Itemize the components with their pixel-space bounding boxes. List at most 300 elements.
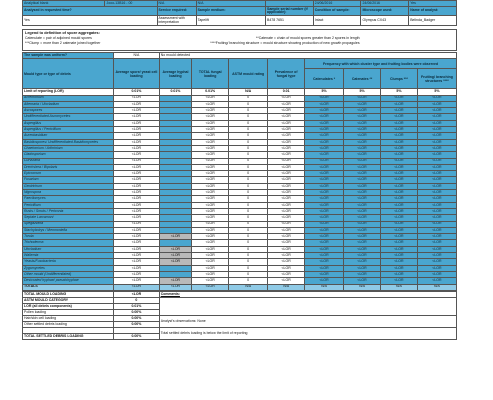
value-cell: <LOR [305, 196, 344, 202]
value-cell: <LOR [268, 221, 305, 227]
value-cell: <LOR [268, 271, 305, 277]
value-cell: <LOR [380, 120, 417, 126]
value-cell: 0 [229, 114, 268, 120]
value-cell: <LOR [417, 215, 456, 221]
value-cell: <LOR [380, 215, 417, 221]
value-cell: <LOR [417, 158, 456, 164]
value-cell: <LOR [344, 164, 381, 170]
value-cell: <LOR [268, 253, 305, 259]
mould-type-cell: Other mould (Undifferentiated) [23, 271, 114, 277]
value-cell: <LOR [114, 253, 160, 259]
value-cell: 0 [229, 145, 268, 151]
comment-mould [159, 297, 456, 315]
totals-na: N/A [344, 284, 381, 290]
value-cell: <LOR [192, 190, 229, 196]
sample-header-table [22, 0, 457, 26]
label-microscope: Microscope used: [361, 7, 409, 16]
totals-label: TOTALS [23, 284, 114, 290]
value-cell: <LOR [380, 145, 417, 151]
lor-value: 0.01% [192, 89, 229, 95]
value-cell: <LOR [268, 202, 305, 208]
totals-spore: <LOR [114, 284, 160, 290]
value-cell: <LOR [417, 95, 456, 101]
value-cell: 0 [229, 101, 268, 107]
value-cell: <LOR [114, 278, 160, 284]
sample-values-row [23, 16, 457, 26]
value-cell: <LOR [114, 114, 160, 120]
value-cell: 0 [229, 265, 268, 271]
value-cell: <LOR [305, 240, 344, 246]
value-cell: <LOR [114, 101, 160, 107]
comment-debris-text: Total settled debris loading is below the limit of reporting [160, 330, 248, 335]
col-catenulates: Catenulates * [305, 69, 344, 89]
value-cell: <LOR [417, 145, 456, 151]
value-cell: <LOR [305, 120, 344, 126]
sample-labels-row [23, 7, 457, 16]
value-cell: <LOR [114, 171, 160, 177]
value-cell: <LOR [344, 171, 381, 177]
mould-type-cell: Torula [23, 234, 114, 240]
col-prevalence: Prevalence of fungal type [268, 59, 305, 89]
value-cell: <LOR [114, 152, 160, 158]
totals-na: N/A [380, 284, 417, 290]
mould-type-cell: Trichoderma [23, 240, 114, 246]
value-cell: <LOR [192, 253, 229, 259]
legend-item: ***Clump = more than 2 catenate joined together [25, 40, 101, 45]
value-cell: 0 [229, 215, 268, 221]
value-cell: <LOR [380, 240, 417, 246]
legend-item: ****Fruiting/ branching structure = mould structure showing production of new growth propagules [210, 40, 360, 45]
value-cell: 0 [229, 158, 268, 164]
value-cell: <LOR [305, 271, 344, 277]
value-cell: <LOR [268, 190, 305, 196]
sample-id-cell: Analytical blank [23, 1, 105, 7]
value-analysed-time: Yes [23, 16, 158, 26]
label-serial: Sample serial number (if applicable): [266, 7, 314, 16]
value-cell: <LOR [344, 234, 381, 240]
value-cell: <LOR [192, 133, 229, 139]
mould-type-cell: Paecilomyces [23, 196, 114, 202]
value-cell: 0 [229, 208, 268, 214]
value-cell: <LOR [268, 101, 305, 107]
label-analysed-time: Analysed in requested time? [23, 7, 158, 16]
mould-type-cell: Rusts / Smuts / Periconia [23, 208, 114, 214]
value-cell: <LOR [268, 171, 305, 177]
col-clumps: Clumps *** [380, 69, 417, 89]
value-cell: <LOR [268, 114, 305, 120]
value-microscope: Olympus CX43 [361, 16, 409, 26]
mould-type-cell: Epicoccum [23, 171, 114, 177]
value-cell: <LOR [344, 145, 381, 151]
summary-label: ASTM MOULD CATEGORY [23, 297, 114, 303]
value-cell: 0 [229, 271, 268, 277]
value-cell: <LOR [305, 221, 344, 227]
value-cell: 0 [229, 221, 268, 227]
value-cell: <LOR [305, 190, 344, 196]
value-cell: <LOR [114, 127, 160, 133]
value-cell: 0 [229, 177, 268, 183]
summary-value: 0.01% [114, 303, 160, 309]
value-cell: <LOR [305, 202, 344, 208]
summary-value: 0.00% [114, 315, 160, 321]
value-cell: <LOR [380, 152, 417, 158]
value-cell: <LOR [380, 158, 417, 164]
value-cell: <LOR [380, 114, 417, 120]
value-cell: <LOR [305, 278, 344, 284]
summary-label: LOR (all debris components) [23, 303, 114, 309]
mould-rows [23, 95, 457, 284]
value-cell: 0 [229, 164, 268, 170]
value-cell: <LOR [114, 133, 160, 139]
value-cell: 0 [229, 120, 268, 126]
value-cell: <LOR [268, 139, 305, 145]
value-cell: <LOR [344, 246, 381, 252]
mould-type-cell: Yeasts/Fusobacteria [23, 259, 114, 265]
mould-type-cell: Chaetomium / Arthrinium [23, 145, 114, 151]
value-cell: <LOR [344, 265, 381, 271]
value-cell: <LOR [417, 278, 456, 284]
lor-value: 0.01% [114, 89, 160, 95]
lor-value: 0.01% [159, 89, 192, 95]
value-cell: <LOR [417, 164, 456, 170]
lor-value: 5% [344, 89, 381, 95]
value-cell: 0 [229, 171, 268, 177]
value-cell: <LOR [344, 259, 381, 265]
hyphal-cell: <LOR [159, 259, 192, 265]
value-cell: <LOR [114, 120, 160, 126]
value-cell: <LOR [268, 152, 305, 158]
totals-row [23, 284, 457, 290]
value-cell: <LOR [344, 196, 381, 202]
value-cell: <LOR [305, 139, 344, 145]
value-serial: B478 7651 [266, 16, 314, 26]
uniform-value: N/A [114, 53, 160, 59]
value-cell: <LOR [192, 278, 229, 284]
value-cell: <LOR [344, 139, 381, 145]
totals-na: N/A [268, 284, 305, 290]
value-cell: <LOR [268, 164, 305, 170]
value-cell: <LOR [268, 227, 305, 233]
value-cell: <LOR [192, 234, 229, 240]
value-cell: <LOR [305, 253, 344, 259]
value-cell: <LOR [114, 221, 160, 227]
value-cell: <LOR [380, 108, 417, 114]
value-cell: <LOR [114, 164, 160, 170]
value-cell: <LOR [114, 139, 160, 145]
value-cell: <LOR [305, 145, 344, 151]
value-cell: <LOR [305, 234, 344, 240]
value-cell: 0 [229, 240, 268, 246]
value-cell: 0 [229, 246, 268, 252]
value-cell: <LOR [417, 127, 456, 133]
value-cell: <LOR [380, 196, 417, 202]
col-fruiting: Fruiting/ branching structures **** [417, 69, 456, 89]
sample-id-cell: Yes [409, 1, 457, 7]
value-cell: <LOR [305, 171, 344, 177]
value-cell: <LOR [305, 133, 344, 139]
mould-type-cell: Stachybotrys / Memnoniella [23, 227, 114, 233]
value-cell: <LOR [114, 208, 160, 214]
value-cell: <LOR [344, 271, 381, 277]
value-cell: <LOR [268, 208, 305, 214]
col-mould-type: Mould type or type of debris [23, 59, 114, 89]
value-cell: 0 [229, 234, 268, 240]
value-cell: <LOR [268, 240, 305, 246]
value-cell: <LOR [305, 101, 344, 107]
value-cell: <LOR [114, 145, 160, 151]
value-cell: <LOR [417, 202, 456, 208]
label-analyst: Name of analyst: [409, 7, 457, 16]
mould-type-cell: Zygomycetes [23, 265, 114, 271]
value-cell: <LOR [305, 215, 344, 221]
value-cell: <LOR [344, 202, 381, 208]
value-cell: <LOR [268, 95, 305, 101]
value-cell: <LOR [192, 240, 229, 246]
value-medium: Tapelift [196, 16, 265, 26]
value-cell: <LOR [344, 215, 381, 221]
value-cell: <LOR [192, 120, 229, 126]
mould-type-cell: Wallemia [23, 253, 114, 259]
value-cell: <LOR [344, 152, 381, 158]
value-cell: <LOR [380, 202, 417, 208]
legend-title: Legend to definition of spore aggregates: [25, 31, 100, 35]
value-cell: <LOR [380, 101, 417, 107]
comments-label: Comments: [159, 291, 456, 297]
value-cell: 0 [229, 202, 268, 208]
value-cell: <LOR [380, 253, 417, 259]
lor-value: N/A [229, 89, 268, 95]
value-cell: <LOR [344, 133, 381, 139]
value-cell: <LOR [380, 171, 417, 177]
value-cell: <LOR [192, 158, 229, 164]
value-cell: <LOR [417, 101, 456, 107]
observations [159, 315, 456, 327]
value-cell: <LOR [380, 227, 417, 233]
value-cell: <LOR [417, 240, 456, 246]
value-cell: <LOR [114, 202, 160, 208]
value-cell: <LOR [192, 246, 229, 252]
value-cell: 0 [229, 108, 268, 114]
table-header-row [23, 59, 457, 69]
hyphal-cell: <LOR [159, 234, 192, 240]
value-cell: <LOR [417, 246, 456, 252]
summary-value: 0 [114, 297, 160, 303]
value-cell: <LOR [192, 215, 229, 221]
summary-label: Pollen loading [23, 309, 114, 315]
value-cell: <LOR [114, 215, 160, 221]
value-cell: <LOR [192, 95, 229, 101]
value-cell: 0 [229, 196, 268, 202]
mould-type-cell: Geotrichum [23, 183, 114, 189]
value-cell: <LOR [192, 183, 229, 189]
value-cell: <LOR [114, 265, 160, 271]
value-cell: <LOR [114, 259, 160, 265]
value-cell: <LOR [344, 120, 381, 126]
mould-type-cell: Spegazzinia [23, 221, 114, 227]
value-cell: <LOR [268, 108, 305, 114]
value-cell: <LOR [417, 108, 456, 114]
value-cell: <LOR [192, 265, 229, 271]
totals-na: N/A [417, 284, 456, 290]
value-cell: <LOR [380, 177, 417, 183]
value-cell: <LOR [344, 95, 381, 101]
value-cell: <LOR [192, 196, 229, 202]
value-cell: <LOR [344, 108, 381, 114]
value-cell: <LOR [192, 164, 229, 170]
value-cell: <LOR [417, 114, 456, 120]
comment-debris [159, 327, 456, 339]
comment-mould-text [161, 297, 455, 298]
value-cell: <LOR [268, 145, 305, 151]
hyphal-cell: <LOR [159, 253, 192, 259]
value-cell: 0 [229, 152, 268, 158]
legend-item: Catenulate = pair of adjoined mould spores [25, 36, 92, 41]
col-frequency: Frequency with which cluster type and fruiting bodies were observed [305, 59, 457, 69]
value-cell: <LOR [114, 240, 160, 246]
value-cell: <LOR [305, 127, 344, 133]
value-cell: <LOR [417, 133, 456, 139]
value-cell: <LOR [268, 133, 305, 139]
legend-item: **Catenate = chain of mould spores greater than 2 spores in length [256, 36, 360, 41]
lor-value: 5% [380, 89, 417, 95]
value-cell: <LOR [192, 145, 229, 151]
value-cell: <LOR [417, 196, 456, 202]
mould-type-cell: Fusarium [23, 177, 114, 183]
value-cell: <LOR [417, 152, 456, 158]
value-cell: <LOR [268, 120, 305, 126]
value-cell: <LOR [417, 190, 456, 196]
value-cell: 0 [229, 139, 268, 145]
value-cell: <LOR [380, 190, 417, 196]
value-condition: Intact [313, 16, 361, 26]
col-avg-hyphal: Average hyphal loading [159, 59, 192, 89]
mould-type-cell: Acremonium [23, 95, 114, 101]
col-astm: ASTM mould rating [229, 59, 268, 89]
value-cell: <LOR [305, 246, 344, 252]
summary-table [22, 291, 457, 340]
value-cell: <LOR [268, 265, 305, 271]
value-cell: <LOR [417, 234, 456, 240]
value-cell: <LOR [114, 108, 160, 114]
sample-id-cell: N/A [196, 1, 265, 7]
value-cell: <LOR [344, 190, 381, 196]
value-cell: 0 [229, 95, 268, 101]
value-cell: <LOR [417, 253, 456, 259]
value-analyst: Belinda_Badger [409, 16, 457, 26]
summary-label: TOTAL SETTLED DEBRIS LOADING [23, 333, 114, 339]
value-cell: <LOR [192, 101, 229, 107]
legend-row [25, 42, 360, 46]
value-cell: <LOR [192, 271, 229, 277]
value-cell: <LOR [268, 127, 305, 133]
value-cell: <LOR [380, 234, 417, 240]
value-cell: <LOR [305, 177, 344, 183]
sample-id-cell: 24/06/2016 [313, 1, 361, 7]
value-cell: <LOR [268, 215, 305, 221]
lor-value: 5% [305, 89, 344, 95]
totals-na: N/A [229, 284, 268, 290]
mould-type-cell: Aspergillus [23, 120, 114, 126]
value-cell: <LOR [114, 158, 160, 164]
value-cell: <LOR [114, 227, 160, 233]
value-cell: <LOR [344, 101, 381, 107]
value-cell: <LOR [192, 139, 229, 145]
value-cell: <LOR [305, 108, 344, 114]
lor-value: 5% [417, 89, 456, 95]
col-catenates: Catenates ** [344, 69, 381, 89]
value-cell: <LOR [305, 152, 344, 158]
summary-value: 0.00% [114, 333, 160, 339]
hyphal-cell: <LOR [159, 246, 192, 252]
value-cell: 0 [229, 190, 268, 196]
value-cell: <LOR [192, 227, 229, 233]
observations-text: Analyst's observations: None [160, 318, 206, 323]
value-cell: <LOR [114, 190, 160, 196]
value-cell: <LOR [305, 164, 344, 170]
totals-na: N/A [305, 284, 344, 290]
summary-label: Other settled debris loading [23, 321, 114, 327]
mould-type-cell: Ascospores [23, 108, 114, 114]
label-condition: Condition of sample: [313, 7, 361, 16]
value-cell: <LOR [417, 221, 456, 227]
value-cell: <LOR [305, 114, 344, 120]
value-cell: <LOR [344, 127, 381, 133]
totals-total: <LOR [192, 284, 229, 290]
mould-type-cell: Ulocladium [23, 246, 114, 252]
value-cell: 0 [229, 259, 268, 265]
value-cell: <LOR [380, 95, 417, 101]
value-cell: <LOR [192, 114, 229, 120]
spore-legend [22, 29, 457, 51]
value-cell: <LOR [380, 221, 417, 227]
summary-label: Hair/skin cell loading [23, 315, 114, 321]
value-cell: <LOR [380, 183, 417, 189]
value-cell: <LOR [305, 265, 344, 271]
value-cell: <LOR [417, 139, 456, 145]
value-cell: <LOR [417, 265, 456, 271]
mould-type-cell: Cladosporium [23, 152, 114, 158]
value-cell: 0 [229, 133, 268, 139]
summary-value: 0.00% [114, 321, 160, 327]
lor-label: Limit of reporting (LOR) [23, 89, 114, 95]
value-cell: <LOR [114, 246, 160, 252]
col-avg-spore: Average spore/ yeast cell loading [114, 59, 160, 89]
sample-id-cell: N/A [157, 1, 196, 7]
value-cell: <LOR [114, 183, 160, 189]
mould-type-cell: Alternaria / Ulocladium [23, 101, 114, 107]
mould-type-cell: Penicillium [23, 202, 114, 208]
label-medium: Sample medium: [196, 7, 265, 16]
value-cell: <LOR [268, 196, 305, 202]
value-cell: <LOR [305, 95, 344, 101]
value-cell: 0 [229, 127, 268, 133]
value-cell: <LOR [305, 227, 344, 233]
value-cell: 0 [229, 278, 268, 284]
value-cell: <LOR [192, 171, 229, 177]
value-cell: <LOR [380, 271, 417, 277]
mould-type-cell: Drechslera / Bipolaris [23, 164, 114, 170]
value-cell: <LOR [344, 177, 381, 183]
value-cell: <LOR [192, 259, 229, 265]
value-cell: <LOR [268, 177, 305, 183]
mould-type-cell: Aureobasidium [23, 133, 114, 139]
value-cell: <LOR [268, 278, 305, 284]
mould-type-cell: Septate Larvamoni [23, 215, 114, 221]
value-cell: <LOR [344, 114, 381, 120]
value-cell: 0 [229, 253, 268, 259]
value-cell: <LOR [417, 120, 456, 126]
value-cell: <LOR [268, 183, 305, 189]
